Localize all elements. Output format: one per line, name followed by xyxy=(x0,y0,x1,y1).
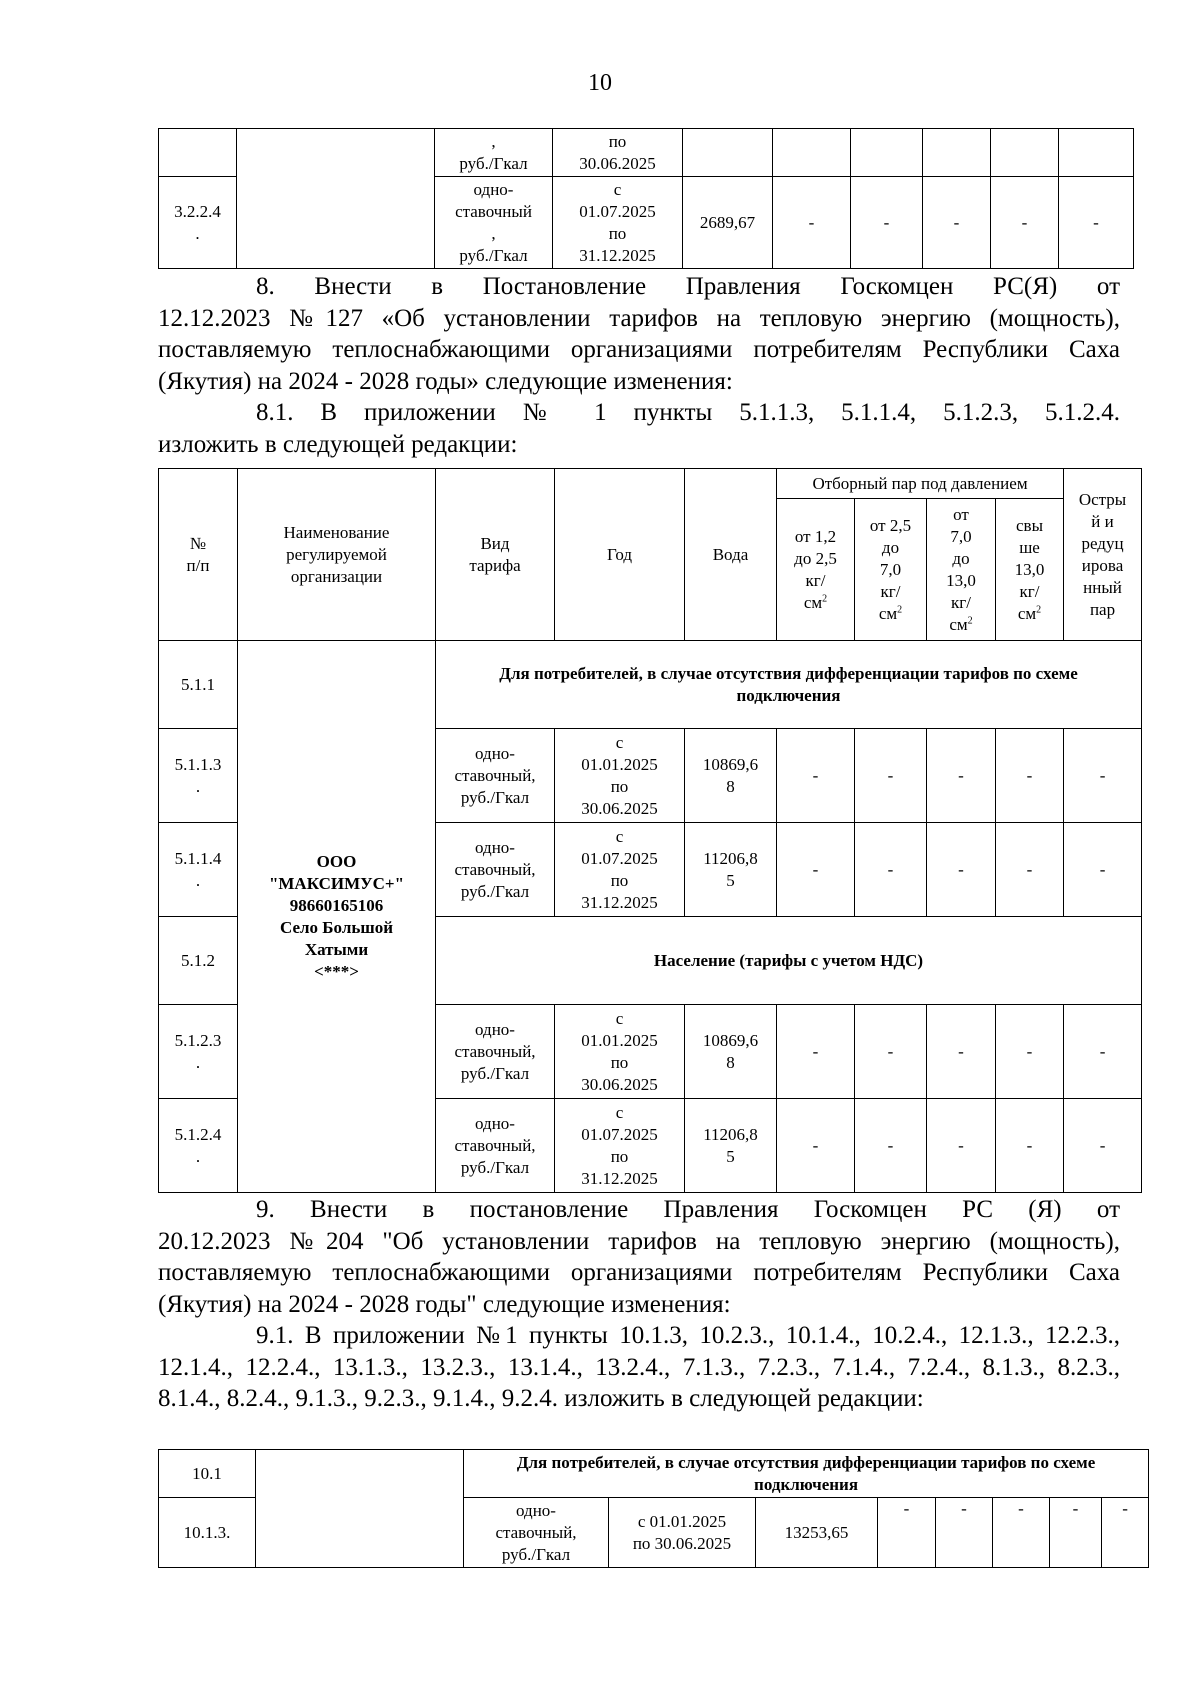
value-cell: - xyxy=(855,1099,927,1193)
table-main xyxy=(158,468,1142,1193)
paragraph-8-1-text: изложить в следующей редакции: xyxy=(158,430,518,458)
value-cell: - xyxy=(1064,1099,1142,1193)
header-pressure-4: свы ше 13,0 кг/ $см^2$ xyxy=(996,499,1064,641)
paragraph-9 xyxy=(158,1194,1120,1415)
row-number: 3.2.2.4 . xyxy=(159,177,237,269)
period: с 01.07.2025 по 31.12.2025 xyxy=(555,1099,685,1193)
header-row xyxy=(159,469,1142,499)
value-cell: - xyxy=(936,1498,993,1568)
tariff-type: одно- ставочный , руб./Гкал xyxy=(435,177,553,269)
org-name: ООО "МАКСИМУС+" 98660165106 Село Большой Хатыми <***> xyxy=(238,641,436,1193)
header-pressure-2: от 2,5 до 7,0 кг/ $см^2$ xyxy=(855,499,927,641)
section-label: Население (тарифы с учетом НДС) xyxy=(436,917,1142,1005)
value-cell: - xyxy=(996,1099,1064,1193)
header-steam-pressure: Отборный пар под давлением xyxy=(777,469,1064,499)
org-cell xyxy=(237,129,435,269)
org-cell xyxy=(256,1450,464,1568)
water-value: 10869,6 8 xyxy=(685,1005,777,1099)
section-label: Для потребителей, в случае отсутствия дифференциации тарифов по схеме подключения xyxy=(464,1450,1149,1498)
header-org: Наименование регулируемой организации xyxy=(238,469,436,641)
value-cell: - xyxy=(996,729,1064,823)
period: с 01.07.2025 по 31.12.2025 xyxy=(553,177,683,269)
value-cell: - xyxy=(777,729,855,823)
value-cell: - xyxy=(777,823,855,917)
period: с 01.01.2025 по 30.06.2025 xyxy=(609,1498,756,1568)
header-sharp-steam: Остры й и редуц ирова нный пар xyxy=(1064,469,1142,641)
paragraph-8-1-line1: 8.1. В приложении № 1 пункты 5.1.1.3, 5.1.1.4, 5.1.2.3, 5.1.2.4. xyxy=(256,399,1120,426)
value-cell: - xyxy=(1050,1498,1102,1568)
value-cell: - xyxy=(777,1005,855,1099)
row-number: 5.1.2.3 . xyxy=(159,1005,238,1099)
value-cell: - xyxy=(851,177,923,269)
section-row xyxy=(159,641,1142,729)
value-cell: - xyxy=(996,823,1064,917)
value-cell xyxy=(1059,129,1134,177)
tariff-type: одно- ставочный, руб./Гкал xyxy=(436,1099,555,1193)
paragraph-9-line1: 9. Внести в постановление Правления Госкомцен РС (Я) от xyxy=(256,1196,1120,1223)
paragraph-9-text: 20.12.2023 №204 "Об установлении тарифов на тепловую энергию (мощность), поставляемую теплоснабжающими организациями потребителям Республики Саха (Якутия) на 2024 - 2028 годы" следующие изменения: xyxy=(158,1227,1120,1318)
water-value: 2689,67 xyxy=(683,177,773,269)
value-cell: - xyxy=(1059,177,1134,269)
header-tariff-type: Вид тарифа xyxy=(436,469,555,641)
row-number: 5.1.1 xyxy=(159,641,238,729)
water-value: 11206,8 5 xyxy=(685,1099,777,1193)
value-cell: - xyxy=(1102,1498,1149,1568)
section-label: Для потребителей, в случае отсутствия дифференциации тарифов по схеме подключения xyxy=(436,641,1142,729)
value-cell xyxy=(923,129,991,177)
page-number: 10 xyxy=(588,70,612,96)
paragraph-8-text: 12.12.2023 №127 «Об установлении тарифов на тепловую энергию (мощность), поставляемую теплоснабжающими организациями потребителям Республики Саха (Якутия) на 2024 - 2028 годы» следующие изменения: xyxy=(158,304,1120,395)
water-value: 10869,6 8 xyxy=(685,729,777,823)
value-cell: - xyxy=(996,1005,1064,1099)
row-number: 5.1.2 xyxy=(159,917,238,1005)
value-cell: - xyxy=(1064,1005,1142,1099)
header-year: Год xyxy=(555,469,685,641)
header-pressure-1: от 1,2 до 2,5 кг/ $см^2$ xyxy=(777,499,855,641)
header-water: Вода xyxy=(685,469,777,641)
table-row xyxy=(159,129,1134,177)
row-number: 5.1.1.4 . xyxy=(159,823,238,917)
tariff-type: , руб./Гкал xyxy=(435,129,553,177)
value-cell: - xyxy=(855,1005,927,1099)
row-number: 10.1 xyxy=(159,1450,256,1498)
water-value: 13253,65 xyxy=(756,1498,878,1568)
value-cell: - xyxy=(991,177,1059,269)
paragraph-8 xyxy=(158,271,1120,460)
section-row xyxy=(159,1450,1149,1498)
water-value: 11206,8 5 xyxy=(685,823,777,917)
value-cell: - xyxy=(878,1498,936,1568)
tariff-type: одно- ставочный, руб./Гкал xyxy=(436,1005,555,1099)
value-cell: - xyxy=(777,1099,855,1193)
row-number xyxy=(159,129,237,177)
value-cell xyxy=(991,129,1059,177)
value-cell: - xyxy=(855,729,927,823)
paragraph-9-1-text: 9.1. В приложении №1 пункты 10.1.3, 10.2.3., 10.1.4., 10.2.4., 12.1.3., 12.2.3., 12.1.4., 12.2.4., 13.1.3., 13.2.3., 13.1.4., 13.2.4., 7.1.3., 7.2.3., 7.1.4., 7.2.4., 8.1.3., 8.2.3., 8.1.4., 8.2.4., 9.1.3., 9.2.3., 9.1.4., 9.2.4. изложить в следующей редакции: xyxy=(158,1322,1120,1412)
value-cell: - xyxy=(927,1005,996,1099)
value-cell: - xyxy=(923,177,991,269)
tariff-type: одно- ставочный, руб./Гкал xyxy=(436,729,555,823)
header-num: № п/п xyxy=(159,469,238,641)
row-number: 5.1.1.3 . xyxy=(159,729,238,823)
period: с 01.07.2025 по 31.12.2025 xyxy=(555,823,685,917)
value-cell: - xyxy=(927,729,996,823)
tariff-type: одно- ставочный, руб./Гкал xyxy=(464,1498,609,1568)
value-cell: - xyxy=(1064,823,1142,917)
tariff-type: одно- ставочный, руб./Гкал xyxy=(436,823,555,917)
value-cell: - xyxy=(993,1498,1050,1568)
header-pressure-3: от 7,0 до 13,0 кг/ $см^2$ xyxy=(927,499,996,641)
row-number: 10.1.3. xyxy=(159,1498,256,1568)
value-cell: - xyxy=(1064,729,1142,823)
paragraph-8-line1: 8. Внести в Постановление Правления Госкомцен РС(Я) от xyxy=(256,273,1120,300)
period: по 30.06.2025 xyxy=(553,129,683,177)
value-cell: - xyxy=(773,177,851,269)
value-cell: - xyxy=(855,823,927,917)
period: с 01.01.2025 по 30.06.2025 xyxy=(555,1005,685,1099)
value-cell: - xyxy=(927,823,996,917)
value-cell xyxy=(773,129,851,177)
row-number: 5.1.2.4 . xyxy=(159,1099,238,1193)
period: с 01.01.2025 по 30.06.2025 xyxy=(555,729,685,823)
water-value xyxy=(683,129,773,177)
value-cell xyxy=(851,129,923,177)
table-top xyxy=(158,128,1134,269)
value-cell: - xyxy=(927,1099,996,1193)
table-bottom xyxy=(158,1449,1149,1568)
